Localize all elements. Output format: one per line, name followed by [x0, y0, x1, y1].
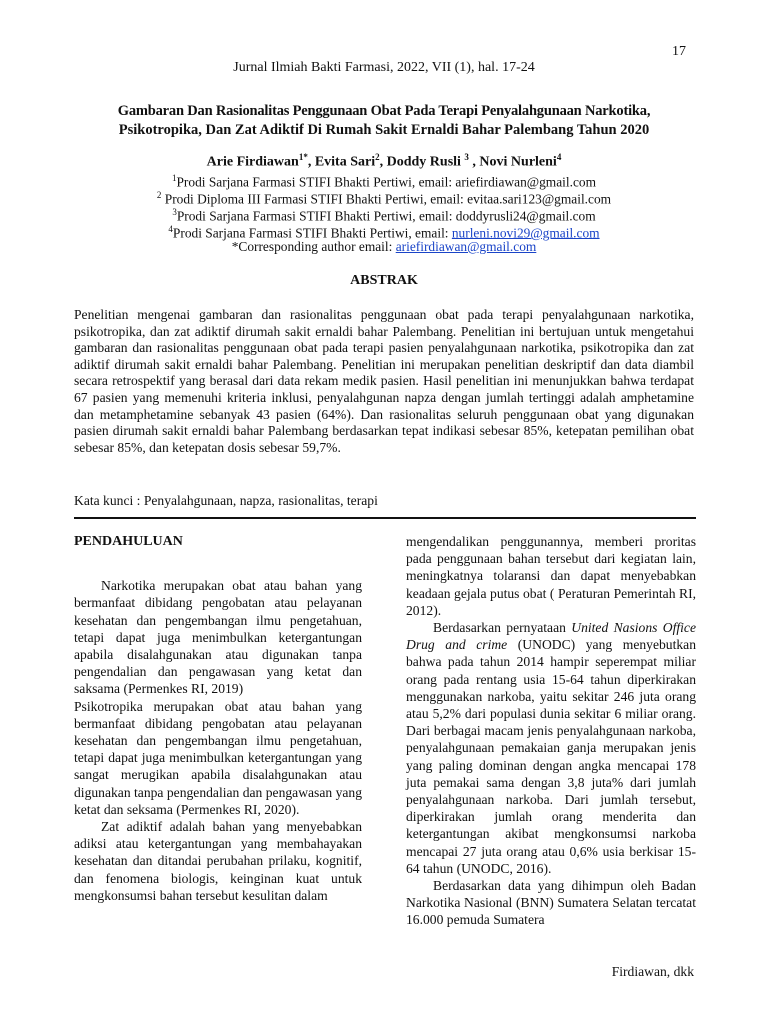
corresponding-label: *Corresponding author email:: [231, 239, 396, 254]
paragraph-text: (UNODC) yang menyebutkan bahwa pada tahun 2014 hampir seperempat miliar orang pada rentang usia 15-64 tahun diperkirakan menggunakan narkoba, yaitu sekitar 246 juta orang atau 5,2% dari populasi dunia sekitar 6 miliar orang. Dari berbagai macam jenis penyalahgunaan narkoba, penyalahgunaan pemakaian ganja merupakan jenis yang paling dominan dengan angka mencapai 178 juta pemakai sama dengan 3,8 juta% dari jumlah penyalahgunaan narkoba. Dari jumlah tersebut, diperkirakan jumlah orang menderita dan ketergantungan akibat mengkonsumsi narkoba mencapai 27 juta orang atau 0,6% usia berkisar 15-64 tahun (UNODC, 2016).: [406, 637, 696, 876]
affiliation-marker: 1: [171, 173, 177, 183]
keywords: Kata kunci : Penyalahgunaan, napza, rasionalitas, terapi: [74, 493, 378, 508]
journal-citation: Jurnal Ilmiah Bakti Farmasi, 2022, VII (1), hal. 17-24: [233, 60, 535, 75]
affiliation-text: Prodi Sarjana Farmasi STIFI Bhakti Pertiwi, email:: [172, 225, 452, 241]
author-separator: ,: [379, 154, 387, 170]
affiliation-text: Prodi Sarjana Farmasi STIFI Bhakti Pertiwi, email: ariefirdiawan@gmail.com: [176, 174, 597, 190]
footer-author: Firdiawan, dkk: [611, 964, 694, 979]
author-1-marker: 1*: [298, 152, 308, 162]
author-4-marker: 4: [556, 152, 562, 162]
paper-title: [60, 102, 708, 140]
affiliation-marker: 2: [156, 190, 162, 200]
paragraph: Psikotropika merupakan obat atau bahan yang bermanfaat dibidang pengobatan atau pelayanan kesehatan dan pengembangan ilmu pengetahuan, tetapi dapat juga menimbulkan ketergantungan yang sangat merugikan apabila disalahgunakan atau digunakan tanpa pengendalian dan pengawasan yang ketat dan seksama (Permenkes RI, 2020).: [74, 698, 363, 817]
affiliation-marker: 3: [172, 207, 177, 217]
author-4: Novi Nurleni: [479, 154, 557, 170]
affiliation-text: Prodi Sarjana Farmasi STIFI Bhakti Pertiwi, email: doddyrusli24@gmail.com: [176, 208, 596, 224]
organization-name: United Nasions Office Drug and crime: [406, 620, 696, 653]
paragraph: Berdasarkan data yang dihimpun oleh Badan Narkotika Nasional (BNN) Sumatera Selatan tercatat 16.000 pemuda Sumatera: [406, 878, 696, 928]
right-column: [406, 533, 696, 929]
author-2: Evita Sari: [314, 154, 376, 170]
corresponding-email-link[interactable]: ariefirdiawan@gmail.com: [395, 239, 537, 254]
author-list: [0, 152, 768, 171]
author-2-marker: 2: [375, 152, 380, 162]
corresponding-author: [0, 238, 768, 255]
paragraph: Zat adiktif adalah bahan yang menyebabkan adiksi atau ketergantungan yang membahayakan kesehatan dan ditandai perubahan prilaku, kognitif, dan fenomena biologis, keinginan kuat untuk mengkonsumsi bahan tersebut kesulitan dalam: [74, 819, 362, 903]
section-heading-pendahuluan: PENDAHULUAN: [74, 534, 183, 549]
paragraph: [406, 619, 696, 877]
page-number: 17: [672, 44, 686, 59]
abstract-heading: ABSTRAK: [350, 273, 418, 288]
left-column: [74, 533, 362, 904]
title-line-2: Psikotropika, Dan Zat Adiktif Di Rumah Sakit Ernaldi Bahar Palembang Tahun 2020: [118, 122, 650, 138]
section-divider: [74, 517, 696, 519]
paragraph: mengendalikan penggunannya, memberi proritas pada penggunaan bahan tersebut dari kegiatan lain, meningkatnya tolaransi dan dapat menyebabkan keadaan gejala putus obat ( Peraturan Pemerintah RI, 2012).: [406, 534, 696, 618]
paragraph-text: Berdasarkan pernyataan: [433, 620, 572, 636]
email-link[interactable]: nurleni.novi29@gmail.com: [451, 225, 600, 241]
author-1: Arie Firdiawan: [206, 154, 299, 170]
title-line-1: Gambaran Dan Rasionalitas Penggunaan Obat Pada Terapi Penyalahgunaan Narkotika,: [117, 103, 651, 119]
affiliation-marker: 4: [168, 224, 173, 234]
affiliation-text: Prodi Diploma III Farmasi STIFI Bhakti Pertiwi, email: evitaa.sari123@gmail.com: [161, 191, 612, 207]
paragraph: Narkotika merupakan obat atau bahan yang bermanfaat dibidang pengobatan atau pelayanan kesehatan dan pengembangan ilmu pengetahuan, tetapi dapat juga menimbulkan ketergantungan apabila disalahgunakan atau digunakan tanpa pengendalian dan pengawasan yang ketat dan saksama (Permenkes RI, 2019): [74, 578, 362, 697]
author-separator: ,: [468, 154, 480, 170]
author-3-marker: 3: [464, 152, 469, 162]
author-separator: ,: [307, 154, 315, 170]
abstract-text: Penelitian mengenai gambaran dan rasionalitas penggunaan obat pada terapi penyalahgunaan narkotika, psikotropika, dan zat adiktif dirumah sakit ernaldi bahar Palembang. Penelitian ini bertujuan untuk mengetahui gambaran dan rasionalitas penggunaan obat pada terapi pasien penyalahgunaan narkotika, psikotropika dan zat adiktif dirumah sakit ernaldi bahar Palembang. Penelitian ini merupakan penelitian deskriptif dan data diambil secara retrospektif yang berasal dari data rekam medik pasien. Hasil penelitian ini menunjukkan bahwa terdapat 67 pasien yang memenuhi kriteria inklusi, penyalahgunan napza dengan jumlah tertinggi adalah amphetamine dan metamphetamine sebanyak 43 pasien (64%). Dan rasionalitas seluruh penggunaan obat yang digunakan pasien dirumah sakit ernaldi bahar Palembang berdasarkan tepat indikasi sebesar 85%, ketepatan pemilihan obat sebesar 85%, dan ketepatan dosis sebesar 59,7%.: [74, 307, 694, 455]
author-3: Doddy Rusli: [386, 154, 465, 170]
